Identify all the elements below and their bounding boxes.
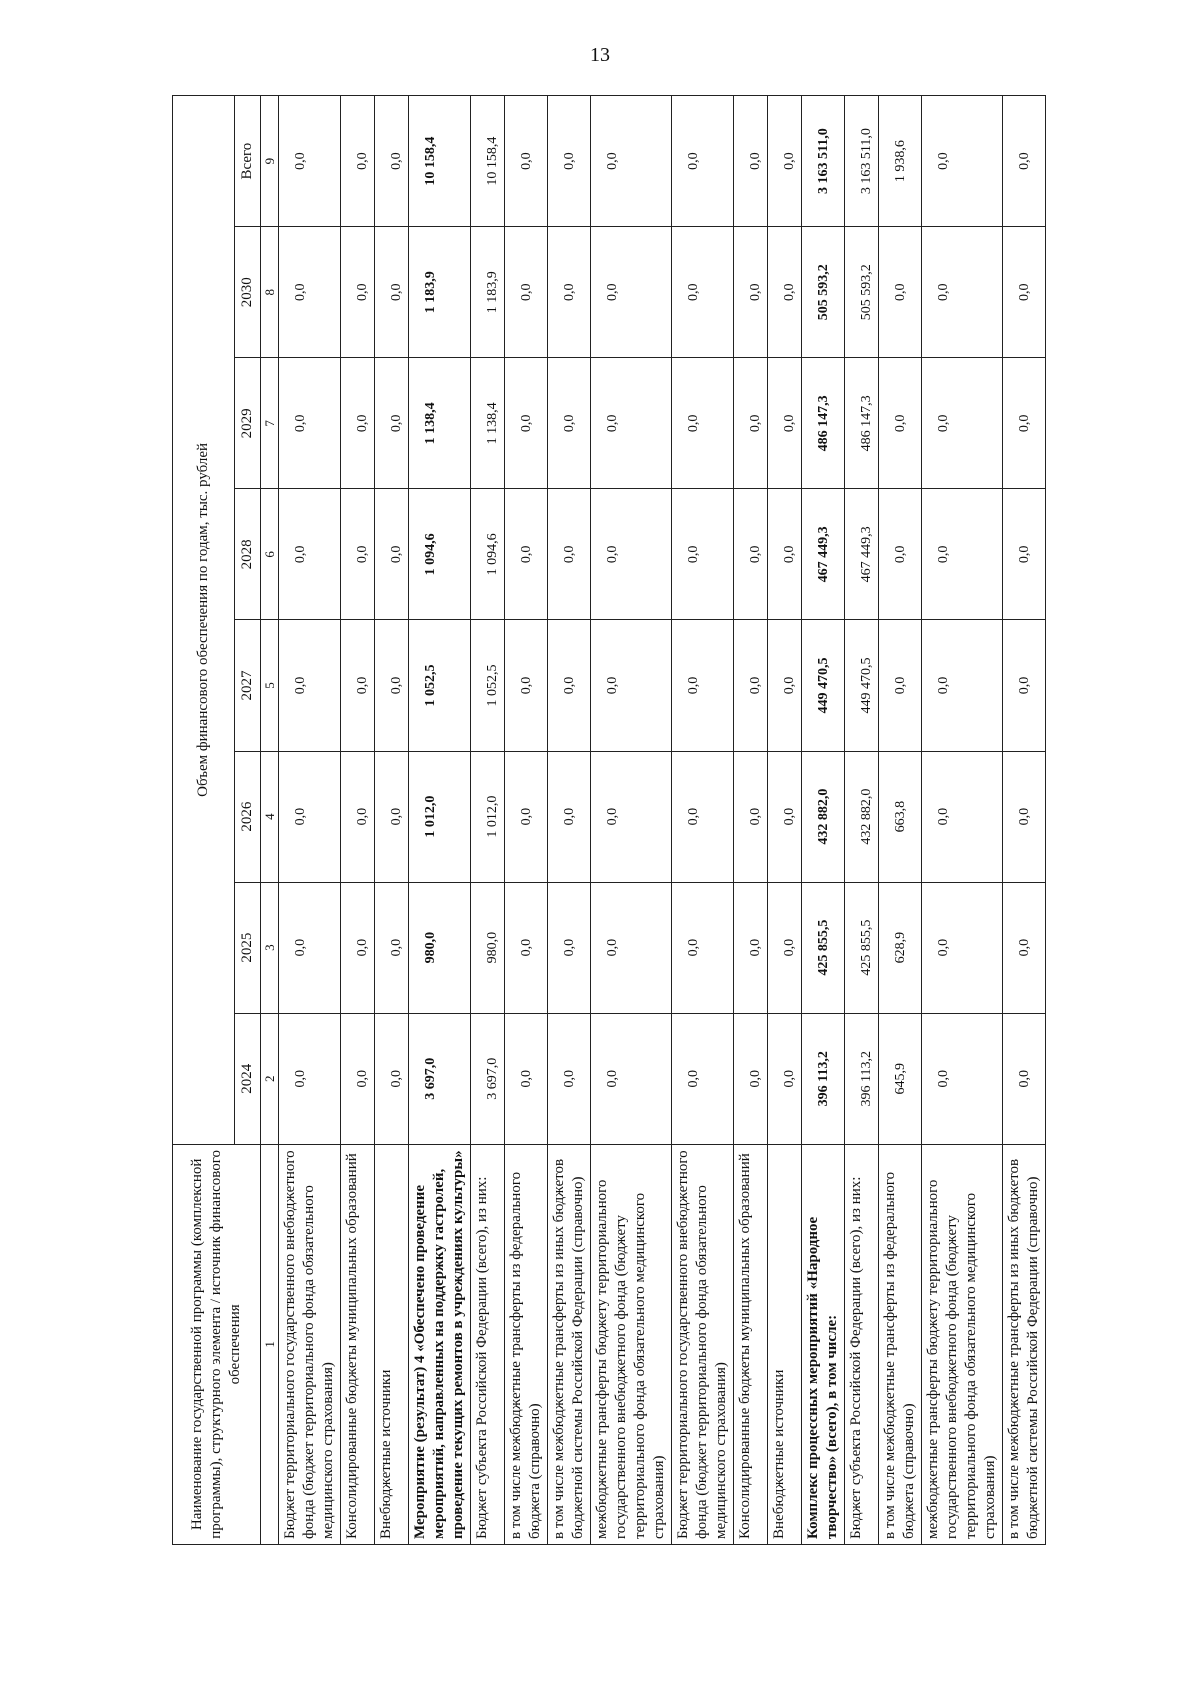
row-total-value: 0,0 [672,96,734,227]
row-year-value: 0,0 [505,227,548,358]
row-year-value: 486 147,3 [802,358,845,489]
row-year-value: 0,0 [279,620,341,751]
table-row [341,96,375,1545]
row-year-value: 0,0 [1003,358,1046,489]
row-year-value: 0,0 [341,882,375,1013]
row-year-value: 0,0 [672,620,734,751]
row-year-value: 0,0 [505,620,548,751]
row-year-value: 0,0 [505,882,548,1013]
row-year-value: 1 183,9 [409,227,471,358]
row-label: Комплекс процессных мероприятий «Народное творчество» (всего), в том числе: [802,1144,845,1544]
row-year-value: 3 697,0 [471,1013,505,1144]
row-year-value: 0,0 [591,227,672,358]
row-label: Внебюджетные источники [768,1144,802,1544]
row-year-value: 0,0 [548,620,591,751]
column-number: 9 [261,96,279,227]
row-total-value: 1 938,6 [879,96,922,227]
row-total-value: 0,0 [341,96,375,227]
table-row [505,96,548,1545]
row-year-value: 0,0 [672,227,734,358]
row-year-value: 0,0 [548,1013,591,1144]
row-year-value: 0,0 [279,1013,341,1144]
header-total: Всего [235,96,261,227]
row-label: Внебюджетные источники [375,1144,409,1544]
row-total-value: 0,0 [375,96,409,227]
row-year-value: 505 593,2 [845,227,879,358]
row-year-value: 0,0 [341,620,375,751]
financing-table [172,95,1046,1545]
row-year-value: 0,0 [279,882,341,1013]
row-total-value: 10 158,4 [409,96,471,227]
row-year-value: 0,0 [375,1013,409,1144]
table-row [409,96,471,1545]
row-year-value: 0,0 [341,751,375,882]
row-year-value: 0,0 [279,358,341,489]
row-year-value: 0,0 [768,620,802,751]
row-year-value: 0,0 [922,358,1003,489]
row-label: межбюджетные трансферты бюджету территориального государственного внебюджетного фонда (бюджету территориального фонда обязательного медицинского страхования) [922,1144,1003,1544]
row-year-value: 0,0 [768,227,802,358]
row-year-value: 0,0 [1003,751,1046,882]
row-year-value: 0,0 [341,1013,375,1144]
header-year: 2025 [235,882,261,1013]
header-year: 2029 [235,358,261,489]
row-year-value: 0,0 [672,882,734,1013]
table-row [734,96,768,1545]
row-year-value: 980,0 [409,882,471,1013]
row-label: Консолидированные бюджеты муниципальных образований [341,1144,375,1544]
row-year-value: 0,0 [591,620,672,751]
row-year-value: 0,0 [375,751,409,882]
row-label: в том числе межбюджетные трансферты из иных бюджетов бюджетной системы Российской Федерации (справочно) [1003,1144,1046,1544]
row-total-value: 0,0 [1003,96,1046,227]
row-year-value: 0,0 [922,227,1003,358]
header-year: 2030 [235,227,261,358]
row-year-value: 0,0 [922,1013,1003,1144]
row-year-value: 0,0 [922,751,1003,882]
row-year-value: 0,0 [922,620,1003,751]
row-year-value: 0,0 [879,227,922,358]
row-label: Мероприятие (результат) 4 «Обеспечено проведение мероприятий, направленных на поддержку гастролей, проведение текущих ремонтов в учреждениях культуры» [409,1144,471,1544]
row-year-value: 0,0 [375,620,409,751]
row-year-value: 486 147,3 [845,358,879,489]
row-total-value: 0,0 [768,96,802,227]
row-label: Бюджет территориального государственного внебюджетного фонда (бюджет территориального фонда обязательного медицинского страхования) [279,1144,341,1544]
row-label: Консолидированные бюджеты муниципальных образований [734,1144,768,1544]
row-year-value: 505 593,2 [802,227,845,358]
row-year-value: 0,0 [279,227,341,358]
row-year-value: 0,0 [548,882,591,1013]
row-year-value: 0,0 [922,489,1003,620]
row-year-value: 0,0 [548,489,591,620]
row-year-value: 467 449,3 [802,489,845,620]
table-row [375,96,409,1545]
column-number: 4 [261,751,279,882]
row-year-value: 0,0 [375,489,409,620]
table-body [279,96,1046,1545]
column-number: 3 [261,882,279,1013]
row-year-value: 0,0 [591,751,672,882]
row-year-value: 432 882,0 [845,751,879,882]
header-year: 2028 [235,489,261,620]
row-label: в том числе межбюджетные трансферты из федерального бюджета (справочно) [505,1144,548,1544]
row-year-value: 0,0 [672,1013,734,1144]
row-label: Бюджет субъекта Российской Федерации (всего), из них: [845,1144,879,1544]
row-year-value: 0,0 [672,358,734,489]
row-total-value: 0,0 [734,96,768,227]
row-year-value: 0,0 [879,489,922,620]
row-year-value: 0,0 [591,489,672,620]
table-row [591,96,672,1545]
row-year-value: 0,0 [505,358,548,489]
row-year-value: 0,0 [672,751,734,882]
row-year-value: 1 094,6 [471,489,505,620]
row-year-value: 0,0 [1003,227,1046,358]
row-year-value: 1 138,4 [471,358,505,489]
header-volume-group: Объем финансового обеспечения по годам, тыс. рублей [173,96,235,1145]
row-total-value: 0,0 [279,96,341,227]
row-year-value: 0,0 [1003,489,1046,620]
row-label: в том числе межбюджетные трансферты из иных бюджетов бюджетной системы Российской Федерации (справочно) [548,1144,591,1544]
column-number: 7 [261,358,279,489]
row-year-value: 0,0 [734,358,768,489]
row-year-value: 0,0 [341,227,375,358]
row-year-value: 1 052,5 [471,620,505,751]
column-number: 5 [261,620,279,751]
row-year-value: 628,9 [879,882,922,1013]
row-total-value: 3 163 511,0 [845,96,879,227]
row-total-value: 0,0 [591,96,672,227]
header-year: 2024 [235,1013,261,1144]
table-row [802,96,845,1545]
row-year-value: 1 094,6 [409,489,471,620]
row-year-value: 396 113,2 [802,1013,845,1144]
column-number: 8 [261,227,279,358]
rotated-table-sheet [172,95,1042,1545]
row-year-value: 1 012,0 [409,751,471,882]
row-year-value: 0,0 [734,489,768,620]
table-row [768,96,802,1545]
row-year-value: 0,0 [279,751,341,882]
row-year-value: 0,0 [591,1013,672,1144]
row-year-value: 449 470,5 [802,620,845,751]
row-year-value: 0,0 [768,751,802,882]
row-year-value: 0,0 [768,489,802,620]
row-year-value: 432 882,0 [802,751,845,882]
table-row [279,96,341,1545]
row-year-value: 0,0 [505,1013,548,1144]
row-year-value: 0,0 [341,358,375,489]
header-year: 2027 [235,620,261,751]
row-year-value: 0,0 [375,227,409,358]
row-year-value: 1 183,9 [471,227,505,358]
page-number: 13 [590,44,610,66]
row-label: Бюджет территориального государственного внебюджетного фонда (бюджет территориального фонда обязательного медицинского страхования) [672,1144,734,1544]
row-year-value: 0,0 [548,751,591,882]
row-year-value: 0,0 [375,882,409,1013]
row-year-value: 0,0 [505,489,548,620]
row-total-value: 0,0 [922,96,1003,227]
row-year-value: 1 138,4 [409,358,471,489]
table-row [1003,96,1046,1545]
row-year-value: 0,0 [1003,1013,1046,1144]
row-year-value: 0,0 [672,489,734,620]
row-year-value: 645,9 [879,1013,922,1144]
row-year-value: 0,0 [734,1013,768,1144]
header-year: 2026 [235,751,261,882]
row-year-value: 0,0 [505,751,548,882]
row-year-value: 0,0 [279,489,341,620]
row-total-value: 3 163 511,0 [802,96,845,227]
column-number: 6 [261,489,279,620]
row-year-value: 0,0 [922,882,1003,1013]
row-year-value: 0,0 [375,358,409,489]
row-year-value: 0,0 [768,358,802,489]
table-row [845,96,879,1545]
header-name-column: Наименование государственной программы (комплексной программы), структурного элемента / источник финансового обеспечения [173,1144,261,1544]
table-row [548,96,591,1545]
row-year-value: 0,0 [734,227,768,358]
row-year-value: 0,0 [341,489,375,620]
row-year-value: 0,0 [734,751,768,882]
row-year-value: 0,0 [591,882,672,1013]
row-total-value: 0,0 [548,96,591,227]
row-year-value: 425 855,5 [802,882,845,1013]
row-year-value: 449 470,5 [845,620,879,751]
row-year-value: 0,0 [1003,620,1046,751]
row-year-value: 0,0 [548,358,591,489]
row-year-value: 0,0 [591,358,672,489]
row-year-value: 467 449,3 [845,489,879,620]
row-label: межбюджетные трансферты бюджету территориального государственного внебюджетного фонда (бюджету территориального фонда обязательного медицинского страхования) [591,1144,672,1544]
row-total-value: 10 158,4 [471,96,505,227]
row-year-value: 425 855,5 [845,882,879,1013]
row-label: Бюджет субъекта Российской Федерации (всего), из них: [471,1144,505,1544]
row-year-value: 3 697,0 [409,1013,471,1144]
row-label: в том числе межбюджетные трансферты из федерального бюджета (справочно) [879,1144,922,1544]
row-year-value: 0,0 [879,620,922,751]
row-year-value: 980,0 [471,882,505,1013]
column-number: 2 [261,1013,279,1144]
table-row [672,96,734,1545]
row-year-value: 1 012,0 [471,751,505,882]
row-total-value: 0,0 [505,96,548,227]
row-year-value: 0,0 [768,1013,802,1144]
column-number: 1 [261,1144,279,1544]
row-year-value: 0,0 [734,882,768,1013]
row-year-value: 0,0 [879,358,922,489]
row-year-value: 663,8 [879,751,922,882]
row-year-value: 0,0 [734,620,768,751]
row-year-value: 396 113,2 [845,1013,879,1144]
row-year-value: 0,0 [548,227,591,358]
row-year-value: 0,0 [768,882,802,1013]
row-year-value: 1 052,5 [409,620,471,751]
row-year-value: 0,0 [1003,882,1046,1013]
table-row [922,96,1003,1545]
table-row [879,96,922,1545]
table-row [471,96,505,1545]
